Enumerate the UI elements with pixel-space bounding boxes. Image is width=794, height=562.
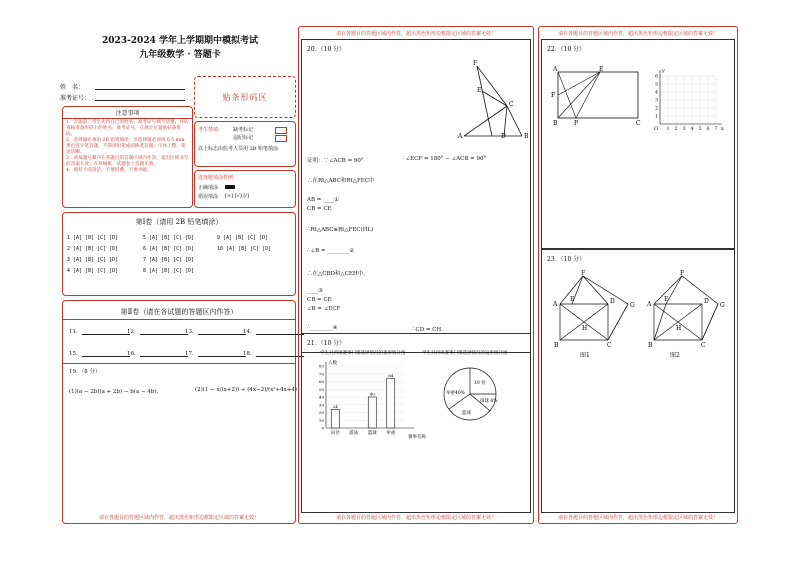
point-d-label: D [501, 133, 506, 140]
q17-answer[interactable] [198, 349, 246, 357]
q20-proof3: ∴在Rt△ABC和Rt△FEC中 [307, 178, 375, 184]
point-a-label: A [647, 301, 652, 308]
warning-footer: 请在各题目的答题区域内作答，超出黑色矩形边框限定区域的答案无效！ [98, 515, 259, 521]
x-tick-label: 1 [666, 127, 670, 132]
q20-brace1b: CB = CE [307, 206, 332, 212]
fill-sample-title: 选择题填涂样例： [198, 175, 239, 181]
warning-header: 请在各题目的答题区域内作答，超出黑色矩形边框限定区域的答案无效！ [557, 31, 718, 37]
y-tick-label: 4 [655, 90, 658, 96]
point-g-label: G [630, 302, 635, 309]
q20-proof5[interactable]: ∴∠B = ________② [307, 248, 355, 254]
y-tick-label: 40 [318, 394, 324, 400]
q15-label: 15． [69, 351, 82, 357]
q21-title: 21．（10 分） [307, 340, 346, 347]
q19-title: 19．（8 分） [69, 369, 101, 375]
y-tick-label: 10 [318, 417, 324, 423]
point-b-label: B [554, 342, 559, 349]
middle-column [298, 26, 534, 524]
q13-label: 13． [185, 329, 198, 335]
y-tick-label: 5 [655, 82, 658, 88]
choice-row-q3[interactable]: 3 [A] [B] [C] [D] [67, 257, 119, 263]
q20-brace1a[interactable]: AB = ____① [307, 197, 340, 203]
q23-figure-1 [548, 270, 638, 350]
q20-proof2: ∴∠ECF = 180° − ∠ACB = 90° [402, 156, 487, 162]
x-tick-label: 3 [682, 127, 686, 132]
y-tick-label: 60 [318, 379, 324, 384]
choice-row-q4[interactable]: 4 [A] [B] [C] [D] [67, 268, 119, 274]
q20-proof4: ∴Rt△ABC≌Rt△FEC(HL) [307, 227, 374, 233]
q20-proof1: 证明：∵∠ACB = 90° [307, 158, 364, 164]
pie-chart-title: 学生对四项赛事门票选择情况的扇形统计图 [422, 351, 508, 356]
q21-box [301, 333, 531, 513]
y-tick-label: 30 [318, 402, 324, 408]
q20-brace2a[interactable]: ____③ [307, 288, 323, 294]
barcode-label: 贴条形码区 [222, 93, 268, 102]
origin-label: O [654, 126, 659, 132]
choice-row-q2[interactable]: 2 [A] [B] [C] [D] [67, 246, 119, 252]
x-tick-label: 6 [706, 127, 710, 132]
point-p-label: P [574, 120, 579, 127]
name-field[interactable] [95, 89, 185, 90]
choice-row-q5[interactable]: 5 [A] [B] [C] [D] [143, 235, 195, 241]
q14-answer[interactable] [256, 327, 304, 335]
x-tick-label: 篮球 [367, 431, 377, 436]
q13-answer[interactable] [198, 327, 246, 335]
barcode-area [194, 76, 296, 118]
part2-title: 第Ⅱ卷（请在各试题的答题区内作答） [120, 308, 238, 316]
id-label: 准考证号： [60, 95, 91, 102]
q20-proof8: ∴CD = CH． [412, 327, 447, 333]
q14-label: 14． [243, 329, 256, 335]
q17-label: 17． [185, 351, 198, 357]
point-a-label: A [458, 133, 463, 140]
pie-label: 举重40% [446, 391, 466, 396]
q20-brace2c: ∠B = ∠ECF [307, 306, 341, 312]
y-tick-label: 2 [655, 106, 658, 112]
figure-1-caption: 图1 [580, 352, 590, 359]
choice-row-q6[interactable]: 6 [A] [B] [C] [D] [143, 246, 195, 252]
y-axis-name: y [662, 68, 665, 74]
name-label: 姓 名： [60, 84, 85, 91]
part2-divider [63, 319, 295, 320]
choice-row-q9[interactable]: 9 [A] [B] [C] [D] [217, 235, 269, 241]
point-b-label: B [648, 342, 653, 349]
choice-row-q8[interactable]: 8 [A] [B] [C] [D] [143, 268, 195, 274]
q20-box [301, 39, 531, 353]
right-column [538, 26, 738, 524]
warning-header: 请在各题目的答题区域内作答，超出黑色矩形边框限定区域的答案无效！ [335, 31, 496, 37]
figure-2-caption: 图2 [670, 352, 680, 359]
point-b-label: B [553, 120, 558, 127]
violate-checkbox[interactable] [275, 135, 287, 142]
wrong-marks: [×] [√] [/] [225, 193, 249, 199]
q20-title: 20．（10 分） [307, 46, 346, 53]
q22-coordinate-grid [650, 62, 730, 134]
x-tick-label: 7 [714, 127, 718, 132]
q22-rectangle-figure [550, 64, 646, 126]
point-f-label: F [551, 92, 556, 99]
q15-answer[interactable] [82, 349, 130, 357]
y-tick-label: 80 [318, 363, 324, 369]
id-field[interactable] [95, 100, 185, 101]
y-tick-label: 50 [318, 386, 324, 392]
x-tick-label: 4 [690, 127, 694, 132]
correct-mark [225, 185, 235, 189]
x-tick-label: 2 [674, 127, 678, 132]
q19-part-a: (1)(a − 2b)(a + 2b) − b(a − 4b)； [69, 389, 163, 395]
status-note: 以上标志由监考人员用 2B 铅笔填涂 [198, 146, 279, 152]
bar [331, 409, 339, 428]
point-e-label: E [599, 66, 604, 73]
point-c-label: C [636, 120, 641, 127]
x-axis-name: x [721, 126, 724, 132]
q23-title: 23．（10 分） [547, 256, 586, 263]
point-a-label: A [553, 301, 558, 308]
status-label: 考生禁填： [198, 127, 224, 133]
y-tick-label: 70 [318, 371, 324, 377]
point-b-label: B [524, 133, 529, 140]
page-subtitle: 九年级数学 · 答题卡 [139, 50, 221, 60]
x-tick-label: 田径 [330, 431, 340, 436]
part1-title: 第Ⅰ卷（请用 2B 铅笔填涂） [135, 218, 223, 226]
q19-answer-area[interactable] [69, 401, 289, 501]
x-axis-label: 赛事名称 [408, 435, 426, 440]
q16-answer[interactable] [140, 349, 188, 357]
warning-footer: 请在各题目的答题区域内作答，超出黑色矩形边框限定区域的答案无效！ [557, 515, 718, 521]
data-label: 40 [369, 391, 375, 397]
absent-label: 缺考标记 [233, 127, 254, 133]
point-d-label: D [610, 298, 615, 305]
point-d-label: D [704, 298, 709, 305]
notice-item: 3．请按题号顺序在各题目的答题区域内作答，超出区域书写的答案无效；在草稿纸、试题卷上答题无效。 [66, 156, 189, 167]
q18-label: 18． [243, 351, 256, 357]
choice-row-q10[interactable]: 10 [A] [B] [C] [D] [217, 246, 272, 252]
choice-row-q1[interactable]: 1 [A] [B] [C] [D] [67, 235, 119, 241]
point-f-label: F [473, 60, 478, 67]
notice-item: 4．保持卡面清洁，不要折叠、不要弄破。 [66, 168, 152, 173]
q20-figure [452, 56, 532, 138]
bar-chart [308, 356, 426, 442]
q19-part-b: (2)(1 − x/(x+2)) ÷ (4x−2)/(x²+4x+4) [195, 387, 298, 393]
notice-box [62, 106, 193, 208]
pie-chart [440, 364, 500, 424]
q20-brace2b: CB = CE [307, 297, 332, 303]
wrong-label: 错误填涂 [198, 194, 219, 200]
y-tick-label: 6 [655, 74, 658, 80]
notice-title: 注意事项 [63, 107, 192, 119]
pie-label: 10 份 [474, 381, 486, 386]
violate-label: 违纪标记 [233, 135, 254, 141]
x-tick-label: 5 [698, 127, 702, 132]
point-c-label: C [509, 101, 514, 108]
bar [387, 378, 395, 428]
warning-footer: 请在各题目的答题区域内作答，超出黑色矩形边框限定区域的答案无效！ [335, 515, 496, 521]
q12-answer[interactable] [140, 327, 188, 335]
y-tick-label: 3 [655, 98, 658, 104]
point-e-label: E [664, 296, 669, 303]
pie-label: 排球 6% [480, 399, 498, 404]
point-e-label: E [570, 296, 575, 303]
fill-sample-box [194, 170, 296, 208]
part1-box [62, 212, 296, 296]
absent-checkbox[interactable] [275, 127, 287, 134]
point-f-label: F [581, 270, 586, 277]
point-f-label: F [680, 270, 685, 277]
q16-label: 16． [127, 351, 140, 357]
point-h-label: H [582, 325, 588, 332]
choice-row-q7[interactable]: 7 [A] [B] [C] [D] [143, 257, 195, 263]
notice-item: 2．选择题必须用 2B 铅笔填涂；非选择题必须用 0.5 mm 黑色签字笔答题，不得用铅笔或圆珠笔答题；字体工整、笔迹清晰。 [66, 138, 186, 155]
point-h-label: H [676, 325, 682, 332]
point-a-label: A [553, 66, 558, 73]
q11-answer[interactable] [82, 327, 130, 335]
data-label: 64 [388, 372, 394, 378]
correct-label: 正确填涂 [198, 185, 219, 191]
data-label: 24 [332, 403, 338, 409]
y-axis-label: 人数 [328, 361, 337, 366]
pie-label: 篮球 [462, 411, 471, 416]
point-c-label: C [701, 342, 706, 349]
bar-chart-title: 学生对四项赛事门票选择情况的条形统计图 [320, 351, 406, 356]
y-tick-label: 1 [655, 114, 658, 120]
q23-box [541, 249, 735, 513]
q12-label: 12． [127, 329, 140, 335]
q22-box [541, 39, 735, 249]
point-e-label: E [477, 87, 482, 94]
part2-box [62, 300, 296, 524]
q23-figure-2 [642, 270, 732, 350]
y-tick-label: 0 [321, 425, 324, 431]
q20-proof7[interactable]: ∴________④ [307, 325, 338, 331]
q11-label: 11． [69, 329, 82, 335]
status-box [194, 121, 296, 167]
q22-title: 22．（10 分） [547, 46, 586, 53]
q20-proof6: ∴在△CBD和△CEH中， [307, 271, 369, 277]
page-title: 2023-2024 学年上学期期中模拟考试 [102, 36, 258, 46]
y-tick-label: 20 [318, 410, 324, 415]
bar [368, 397, 376, 428]
part2-divider [63, 363, 295, 364]
x-tick-label: 游泳 [349, 431, 359, 436]
notice-item: 1．答题前，考生先将自己的姓名、准考证号填写清楚，并认真核准条形码上的姓名、准考证号，在规定位置贴好条形码。 [66, 120, 189, 137]
x-tick-label: 举重 [386, 431, 396, 436]
point-c-label: C [607, 342, 612, 349]
point-g-label: G [720, 302, 725, 309]
q18-answer[interactable] [256, 349, 304, 357]
